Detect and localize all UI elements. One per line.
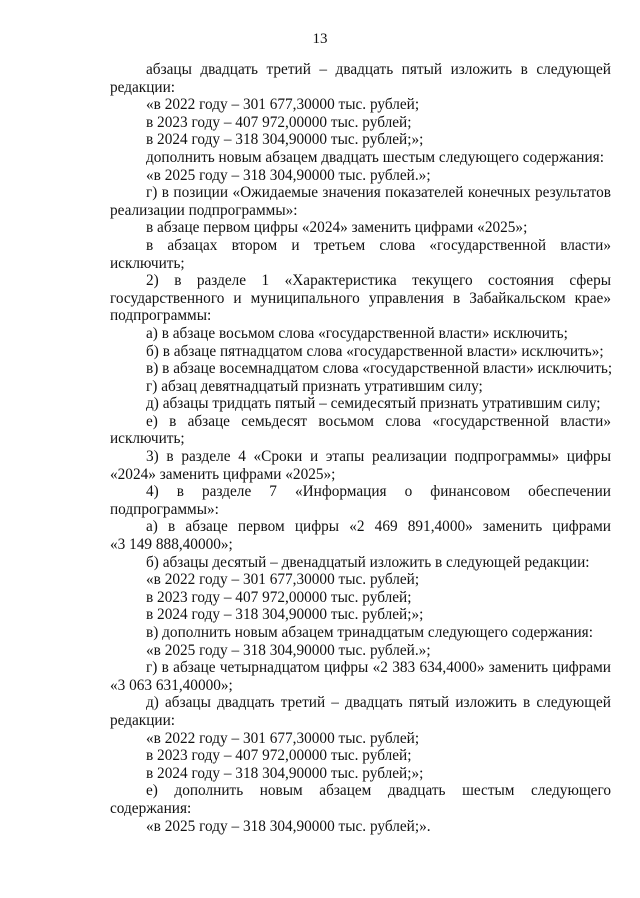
text-line: в 2024 году – 318 304,90000 тыс. рублей;»; bbox=[146, 764, 424, 782]
text-line: подпрограммы: bbox=[110, 307, 212, 325]
text-line: г) в абзаце четырнадцатом цифры «2 383 634,4000» заменить цифрами bbox=[146, 659, 611, 677]
text-line: исключить; bbox=[110, 254, 185, 272]
text-line: е) дополнить новым абзацем двадцать шестым следующего bbox=[146, 782, 611, 800]
text-line: г) абзац девятнадцатый признать утратившим силу; bbox=[146, 377, 483, 395]
text-line: в абзацах втором и третьем слова «государственной власти» bbox=[146, 236, 611, 254]
text-line: реализации подпрограммы»: bbox=[110, 201, 298, 219]
text-line: «3 063 631,40000»; bbox=[110, 676, 233, 694]
text-line: редакции: bbox=[110, 78, 176, 96]
text-line: содержания: bbox=[110, 799, 192, 817]
text-line: «в 2025 году – 318 304,90000 тыс. рублей;». bbox=[146, 817, 431, 835]
text-line: б) в абзаце пятнадцатом слова «государственной власти» исключить»; bbox=[146, 342, 604, 360]
text-line: «в 2022 году – 301 677,30000 тыс. рублей; bbox=[146, 96, 420, 114]
text-line: исключить; bbox=[110, 430, 185, 448]
text-line: подпрограммы»: bbox=[110, 500, 219, 518]
text-line: в 2023 году – 407 972,00000 тыс. рублей; bbox=[146, 588, 412, 606]
text-line: «в 2025 году – 318 304,90000 тыс. рублей.»; bbox=[146, 166, 431, 184]
text-line: в 2024 году – 318 304,90000 тыс. рублей;»; bbox=[146, 606, 424, 624]
text-line: «в 2025 году – 318 304,90000 тыс. рублей.»; bbox=[146, 641, 431, 659]
text-line: 3) в разделе 4 «Сроки и этапы реализации подпрограммы» цифры bbox=[146, 448, 611, 466]
text-line: е) в абзаце семьдесят восьмом слова «государственной власти» bbox=[146, 412, 611, 430]
text-line: в 2023 году – 407 972,00000 тыс. рублей; bbox=[146, 113, 412, 131]
text-line: в абзаце первом цифры «2024» заменить цифрами «2025»; bbox=[146, 219, 528, 237]
text-line: в) дополнить новым абзацем тринадцатым следующего содержания: bbox=[146, 624, 593, 641]
text-line: абзацы двадцать третий – двадцать пятый изложить в следующей bbox=[146, 61, 611, 78]
text-line: 4) в разделе 7 «Информация о финансовом обеспечении bbox=[146, 483, 611, 501]
text-line: в 2023 году – 407 972,00000 тыс. рублей; bbox=[146, 747, 412, 765]
text-line: а) в абзаце восьмом слова «государственной власти» исключить; bbox=[146, 324, 568, 342]
text-line: дополнить новым абзацем двадцать шестым следующего содержания: bbox=[146, 148, 604, 166]
document-body bbox=[110, 61, 611, 835]
text-line: в) в абзаце восемнадцатом слова «государственной власти» исключить; bbox=[146, 360, 613, 378]
text-line: а) в абзаце первом цифры «2 469 891,4000» заменить цифрами bbox=[146, 518, 611, 536]
text-line: б) абзацы десятый – двенадцатый изложить в следующей редакции: bbox=[146, 553, 590, 571]
page-number: 13 bbox=[312, 31, 328, 47]
text-line: г) в позиции «Ожидаемые значения показателей конечных результатов bbox=[146, 184, 611, 202]
text-line: в 2024 году – 318 304,90000 тыс. рублей;»; bbox=[146, 131, 424, 149]
text-line: «2024» заменить цифрами «2025»; bbox=[110, 465, 336, 483]
text-line: д) абзацы двадцать третий – двадцать пятый изложить в следующей bbox=[146, 694, 611, 712]
text-line: редакции: bbox=[110, 711, 176, 729]
text-line: «в 2022 году – 301 677,30000 тыс. рублей; bbox=[146, 571, 420, 589]
text-line: д) абзацы тридцать пятый – семидесятый признать утратившим силу; bbox=[146, 395, 601, 413]
text-line: «3 149 888,40000»; bbox=[110, 536, 233, 554]
text-line: «в 2022 году – 301 677,30000 тыс. рублей; bbox=[146, 729, 420, 747]
text-line: государственного и муниципального управления в Забайкальском крае» bbox=[110, 289, 611, 307]
text-line: 2) в разделе 1 «Характеристика текущего состояния сферы bbox=[146, 272, 611, 290]
